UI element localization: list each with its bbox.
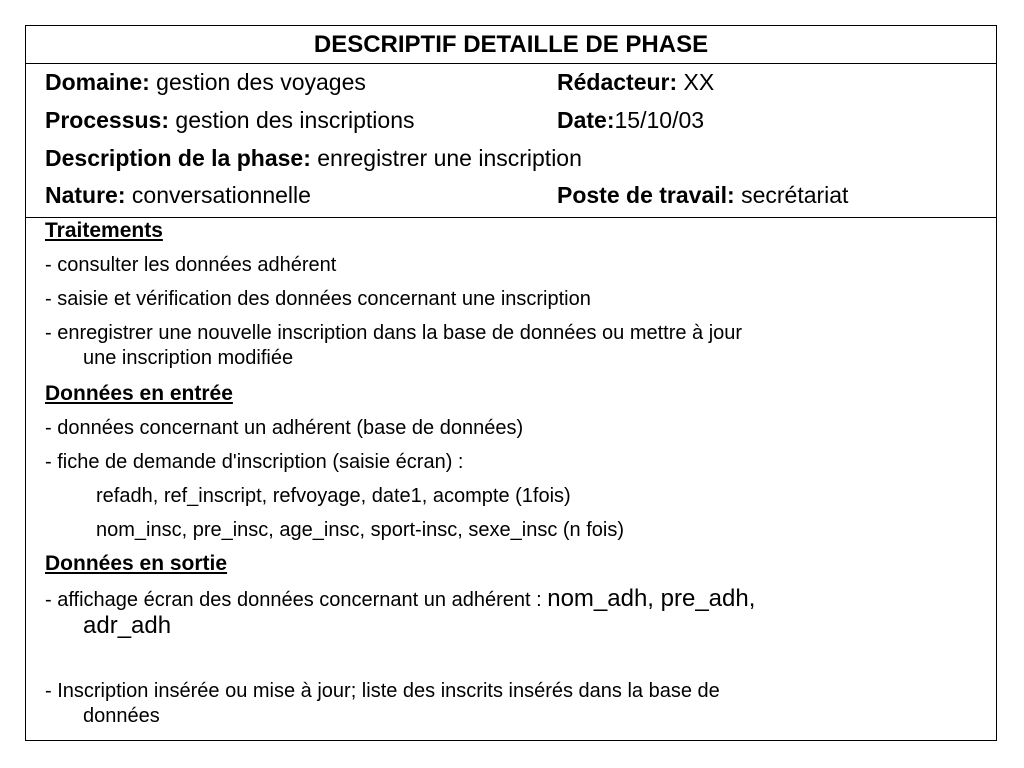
poste-label: Poste de travail:	[557, 182, 735, 208]
processus-value: gestion des inscriptions	[169, 107, 415, 133]
nature-label: Nature:	[45, 182, 126, 208]
traitements-item	[45, 321, 742, 371]
nature-value: conversationnelle	[125, 182, 311, 208]
sortie-item-text: - affichage écran des données concernant un adhérent :	[45, 589, 548, 611]
date-line	[557, 106, 704, 134]
sortie-item-continuation: adr_adh	[83, 612, 172, 639]
phase-descriptor-table	[25, 25, 997, 741]
domaine-value: gestion des voyages	[149, 69, 366, 95]
sortie-item	[45, 586, 755, 638]
date-value: 15/10/03	[614, 107, 705, 133]
date-label: Date:	[557, 107, 615, 133]
sortie-item-fields: nom_adh, pre_adh,	[547, 585, 756, 612]
redacteur-label: Rédacteur:	[557, 69, 678, 95]
table-title: DESCRIPTIF DETAILLE DE PHASE	[26, 26, 996, 64]
processus-line	[45, 106, 414, 134]
domaine-line	[45, 68, 366, 96]
description-value: enregistrer une inscription	[310, 145, 582, 171]
meta-section	[26, 64, 996, 218]
entree-heading: Données en entrée	[45, 382, 233, 405]
domaine-label: Domaine:	[45, 69, 150, 95]
redacteur-value: XX	[677, 69, 715, 95]
traitements-item: - consulter les données adhérent	[45, 254, 337, 276]
nature-line	[45, 181, 311, 209]
description-line	[45, 144, 582, 172]
traitements-heading: Traitements	[45, 219, 163, 242]
sortie-item	[45, 679, 720, 729]
sortie-item-continuation: données	[83, 705, 160, 727]
entree-item: - fiche de demande d'inscription (saisie écran) :	[45, 451, 464, 473]
entree-sub-item: refadh, ref_inscript, refvoyage, date1, acompte (1fois)	[96, 485, 571, 507]
processus-label: Processus:	[45, 107, 170, 133]
poste-value: secrétariat	[734, 182, 849, 208]
poste-line	[557, 181, 848, 209]
traitements-item-text: - enregistrer une nouvelle inscription dans la base de données ou mettre à jour	[45, 322, 743, 344]
entree-sub-item: nom_insc, pre_insc, age_insc, sport-insc, sexe_insc (n fois)	[96, 519, 625, 541]
traitements-item-continuation: une inscription modifiée	[83, 347, 294, 369]
description-label: Description de la phase:	[45, 145, 311, 171]
entree-item: - données concernant un adhérent (base de données)	[45, 417, 524, 439]
redacteur-line	[557, 68, 714, 96]
traitements-item: - saisie et vérification des données concernant une inscription	[45, 288, 591, 310]
sortie-heading: Données en sortie	[45, 552, 228, 575]
sortie-item-text: - Inscription insérée ou mise à jour; liste des inscrits insérés dans la base de	[45, 680, 720, 702]
